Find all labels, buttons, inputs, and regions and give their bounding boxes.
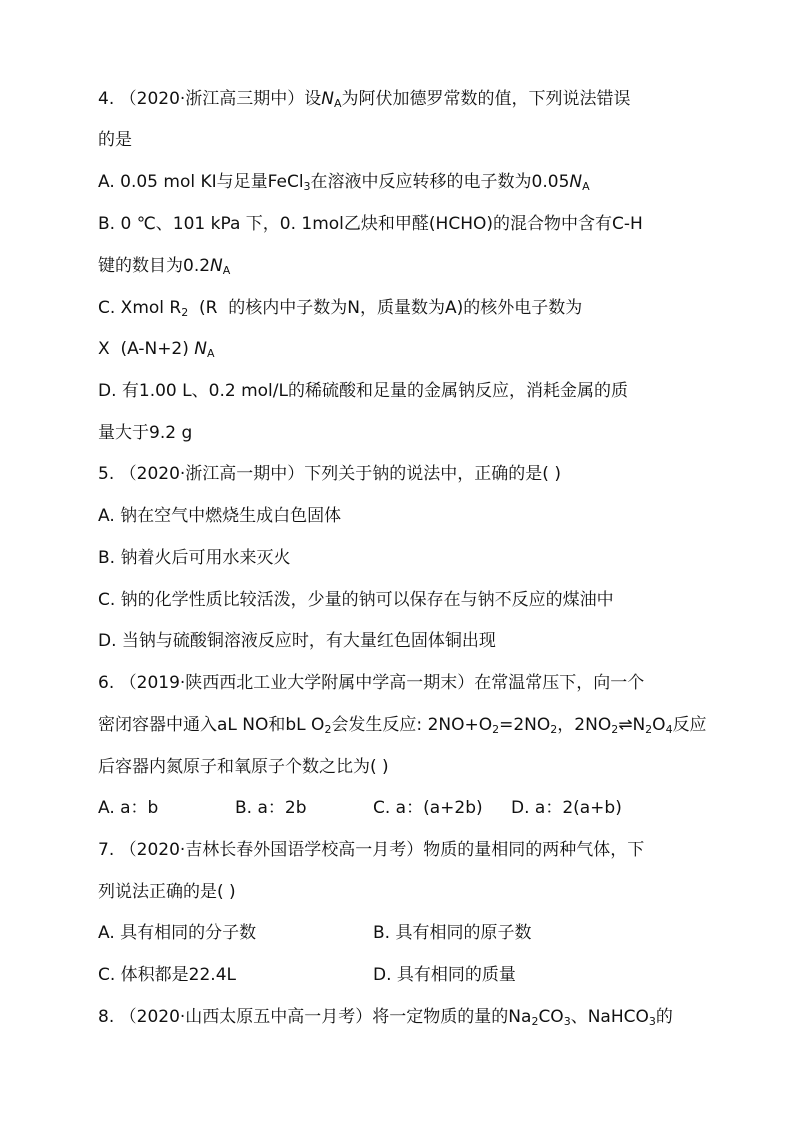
q4-option-c-line2: X (A-N+2) $N_A$	[98, 339, 215, 360]
q7-option-c: C. 体积都是22.4L	[98, 965, 237, 985]
q4-stem-line2: 的是	[98, 130, 132, 150]
q7-stem-line2: 列说法正确的是( )	[98, 882, 236, 902]
q6-option-d: D. a：2(a+b)	[511, 798, 622, 818]
q4-option-a: A. 0.05 mol KI与足量FeCl$_3$在溶液中反应转移的电子数为$0.05N_A$	[98, 172, 590, 193]
q6-option-c: C. a：(a+2b)	[373, 798, 483, 818]
q6-stem-line3: 后容器内氮原子和氧原子个数之比为( )	[98, 757, 389, 777]
q7-option-d: D. 具有相同的质量	[373, 965, 516, 985]
q4-option-b-line2: 键的数目为$0.2N_A$	[98, 256, 231, 277]
q6-option-b: B. a：2b	[235, 798, 307, 818]
q4-option-b-line1: B. 0 ℃、101 kPa 下，0. 1mol乙炔和甲醛(HCHO)的混合物中含有C-H	[98, 214, 643, 234]
q5-option-b: B. 钠着火后可用水来灭火	[98, 548, 291, 568]
q5-option-d: D. 当钠与硫酸铜溶液反应时，有大量红色固体铜出现	[98, 631, 496, 651]
q7-option-a: A. 具有相同的分子数	[98, 923, 257, 943]
q6-option-a: A. a：b	[98, 798, 159, 818]
q5-stem: 5. （2020·浙江高一期中）下列关于钠的说法中，正确的是( )	[98, 464, 561, 484]
q5-option-a: A. 钠在空气中燃烧生成白色固体	[98, 506, 342, 526]
q7-stem-line1: 7. （2020·吉林长春外国语学校高一月考）物质的量相同的两种气体，下	[98, 840, 645, 860]
q7-option-b: B. 具有相同的原子数	[373, 923, 532, 943]
q4-option-d-line1: D. 有1.00 L、0.2 mol/L的稀硫酸和足量的金属钠反应，消耗金属的质	[98, 381, 628, 401]
q4-option-c-line1: C. Xmol $R_2$ (R 的核内中子数为N，质量数为A)的核外电子数为	[98, 298, 583, 319]
q8-stem-line1: 8. （2020·山西太原五中高一月考）将一定物质的量的$Na_2CO_3$、NaHCO$_3$的	[98, 1007, 673, 1028]
q4-option-d-line2: 量大于9.2 g	[98, 423, 193, 443]
q5-option-c: C. 钠的化学性质比较活泼，少量的钠可以保存在与钠不反应的煤油中	[98, 590, 614, 610]
q6-stem-line2: 密闭容器中通入aL NO和bL $O_2$会发生反应: $2NO+O_2=2NO_2$，$2NO_2\rightleftharpoons N_2O_4$反应	[98, 715, 707, 736]
q4-stem-line1: 4. （2020·浙江高三期中）设$N_A$为阿伏加德罗常数的值，下列说法错误	[98, 89, 631, 110]
q6-stem-line1: 6. （2019·陕西西北工业大学附属中学高一期末）在常温常压下，向一个	[98, 673, 645, 693]
